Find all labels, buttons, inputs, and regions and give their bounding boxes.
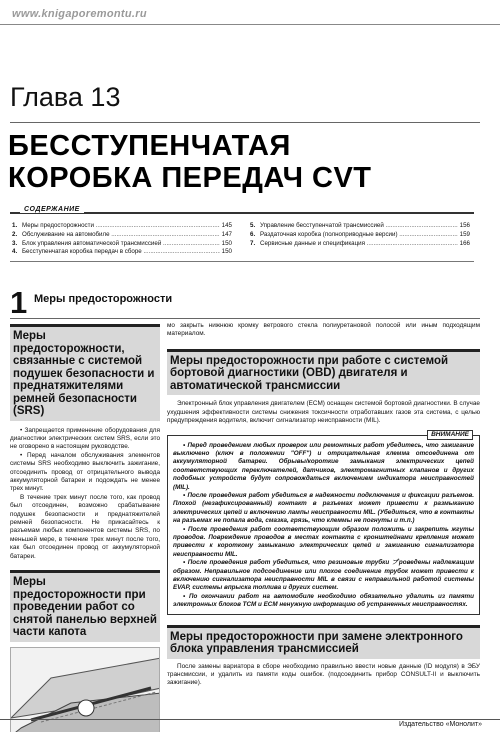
publisher-footer: Издательство «Монолит» xyxy=(398,721,482,728)
section-title: Меры предосторожности xyxy=(34,293,173,305)
warning-item: • По окончании работ на автомобиле необходимо обязательно удалить из памяти электронных блоков TCM и ECM ненужную информацию об устраненных неисправностях. xyxy=(173,592,474,609)
title-line-2: КОРОБКА ПЕРЕДАЧ CVT xyxy=(8,162,372,194)
toc-item[interactable] xyxy=(12,240,232,249)
warning-item: • Перед проведением любых проверок или ремонтных работ убедитесь, что зажигание выключено (ключ в положении "OFF") и отрицательная клемма отсоединена от аккумуляторной батареи. Обрывы/короткие замыкания электрических цепей соответствующих переключателей, датчиков, электромагнитных клапанов и других подобных устройств будут сопровождаться включением индикатора неисправностей (MIL). xyxy=(173,441,474,491)
toc-item[interactable] xyxy=(12,248,232,257)
toc-item-title: Раздаточная коробка (полноприводные версии) ..... xyxy=(260,231,458,240)
toc-item-page: 147 xyxy=(221,230,232,238)
toc-item-title: Сервисные данные и спецификация ..... xyxy=(260,240,458,249)
toc-heading: СОДЕРЖАНИЕ xyxy=(20,206,84,213)
toc-item-number: 2. xyxy=(12,230,18,238)
subsection-heading-hood: Меры предосторожности при проведении работ со снятой панелью верхней части капота xyxy=(10,570,160,642)
paragraph: • Перед началом обслуживания элементов системы SRS необходимо выключить зажигание, отсоединить провод от отрицательного вывода аккумуляторной батареи и подождать не менее трех минут. xyxy=(10,451,160,493)
paragraph: В течение трех минут после того, как провод был отсоединен, возможно срабатывание подушек безопасности и преднатяжителей ремней безопасности. Не прикасайтесь к разъемам любых компонентов системы SRS, по меньшей мере, в течение трех минут после того, как был отсоединен провод от аккумуляторной батареи. xyxy=(10,493,160,560)
section-number: 1 xyxy=(10,285,28,320)
chapter-label: Глава 13 xyxy=(10,82,121,112)
page-title xyxy=(8,130,488,194)
watermark-url: www.knigaporemontu.ru xyxy=(12,8,147,20)
warning-label: ВНИМАНИЕ xyxy=(427,430,473,440)
toc-left-column xyxy=(12,222,232,257)
toc-item-title: Управление бесступенчатой трансмиссией ..... xyxy=(260,222,458,231)
chapter-rule xyxy=(10,122,480,123)
toc-item-page: 159 xyxy=(459,230,470,238)
toc-item-number: 7. xyxy=(250,239,256,247)
toc-item-page: 150 xyxy=(221,248,232,256)
warning-item: • После проведения работ соответствующим образом положить и закрепить жгуты проводов. Повреждение проводов в местах контакта с кронштейнами крепления может привести к короткому замыканию электрических цепей и зажиганию сигнализатора неисправности MIL. xyxy=(173,525,474,558)
paragraph: После замены вариатора в сборе необходимо правильно ввести новые данные (ID модуля) в ЭБУ трансмиссии, и удалить из памяти коды ошибок. (подсоединить прибор CONSULT-II и выключить зажигание). xyxy=(167,662,480,687)
toc-item[interactable] xyxy=(12,231,232,240)
toc-item-page: 150 xyxy=(221,239,232,247)
toc-item-number: 6. xyxy=(250,230,256,238)
toc-item-page: 145 xyxy=(221,222,232,229)
toc-item-title: Меры предосторожности ..... xyxy=(22,222,220,231)
toc-item-title: Бесступенчатая коробка передач в сборе ..... xyxy=(22,248,220,257)
toc-item[interactable] xyxy=(250,231,470,240)
paragraph: • Запрещается применение оборудования для диагностики электрических систем SRS, если это не оговорено в настоящем руководстве. xyxy=(10,426,160,451)
footer-rule xyxy=(0,719,500,720)
toc-right-column xyxy=(250,222,470,248)
table-of-contents xyxy=(10,206,474,262)
header-rule xyxy=(0,24,500,25)
section-header xyxy=(10,285,480,319)
toc-item-number: 1. xyxy=(12,222,18,229)
subsection-heading-obd: Меры предосторожности при работе с системой бортовой диагностики (OBD) двигателя и автоматической трансмиссии xyxy=(167,349,480,396)
warning-box xyxy=(167,430,480,615)
toc-item-page: 156 xyxy=(459,222,470,229)
paragraph: мо закрыть нижнюю кромку ветрового стекла полиуретановой полосой или иным подходящим материалом. xyxy=(167,322,480,338)
toc-item[interactable] xyxy=(250,240,470,249)
toc-item-title: Обслуживание на автомобиле ..... xyxy=(22,231,220,240)
subsection-heading-tcm: Меры предосторожности при замене электронного блока управления трансмиссией xyxy=(167,625,480,659)
right-column xyxy=(167,322,480,688)
warning-item: • После проведения работ убедиться, что резиновые трубки プроведены надлежащим образом. Неправильное подсоединение или плохое соединение трубок может привести к включению сигнализатора неисправности MIL в связи с неправильной работой системы EVAP, системы впрыска топлива и других систем. xyxy=(173,559,474,592)
toc-item-title: Блок управления автоматической трансмиссией ..... xyxy=(22,240,220,249)
warning-item: • После проведения работ убедиться в надежности подключения и фиксации разъемов. Плохой (незафиксированный) контакт в разъемах может привести к размыканию электрических цепей и включению лампы неисправности MIL. (Убедиться, что в контакты на разъемах не попала вода, смазка, грязь, что клеммы не погнуты и т.п.) xyxy=(173,491,474,525)
toc-item-page: 166 xyxy=(459,239,470,247)
toc-item-number: 5. xyxy=(250,222,256,229)
toc-item[interactable] xyxy=(250,222,470,231)
left-column xyxy=(10,324,160,732)
toc-item-number: 4. xyxy=(12,248,18,256)
subsection-heading-srs: Меры предосторожности, связанные с системой подушек безопасности и преднатяжителями ремней безопасности (SRS) xyxy=(10,324,160,421)
toc-item[interactable] xyxy=(12,222,232,231)
toc-item-number: 3. xyxy=(12,239,18,247)
title-line-1: БЕССТУПЕНЧАТАЯ xyxy=(8,130,291,162)
paragraph: Электронный блок управления двигателем (ECM) оснащен системой бортовой диагностики. В случае ухудшения эффективности системы снижения токсичности отработавших газов эта система, с целью предупреждения водителя, включит сигнализатор неисправности (MIL). xyxy=(167,400,480,425)
